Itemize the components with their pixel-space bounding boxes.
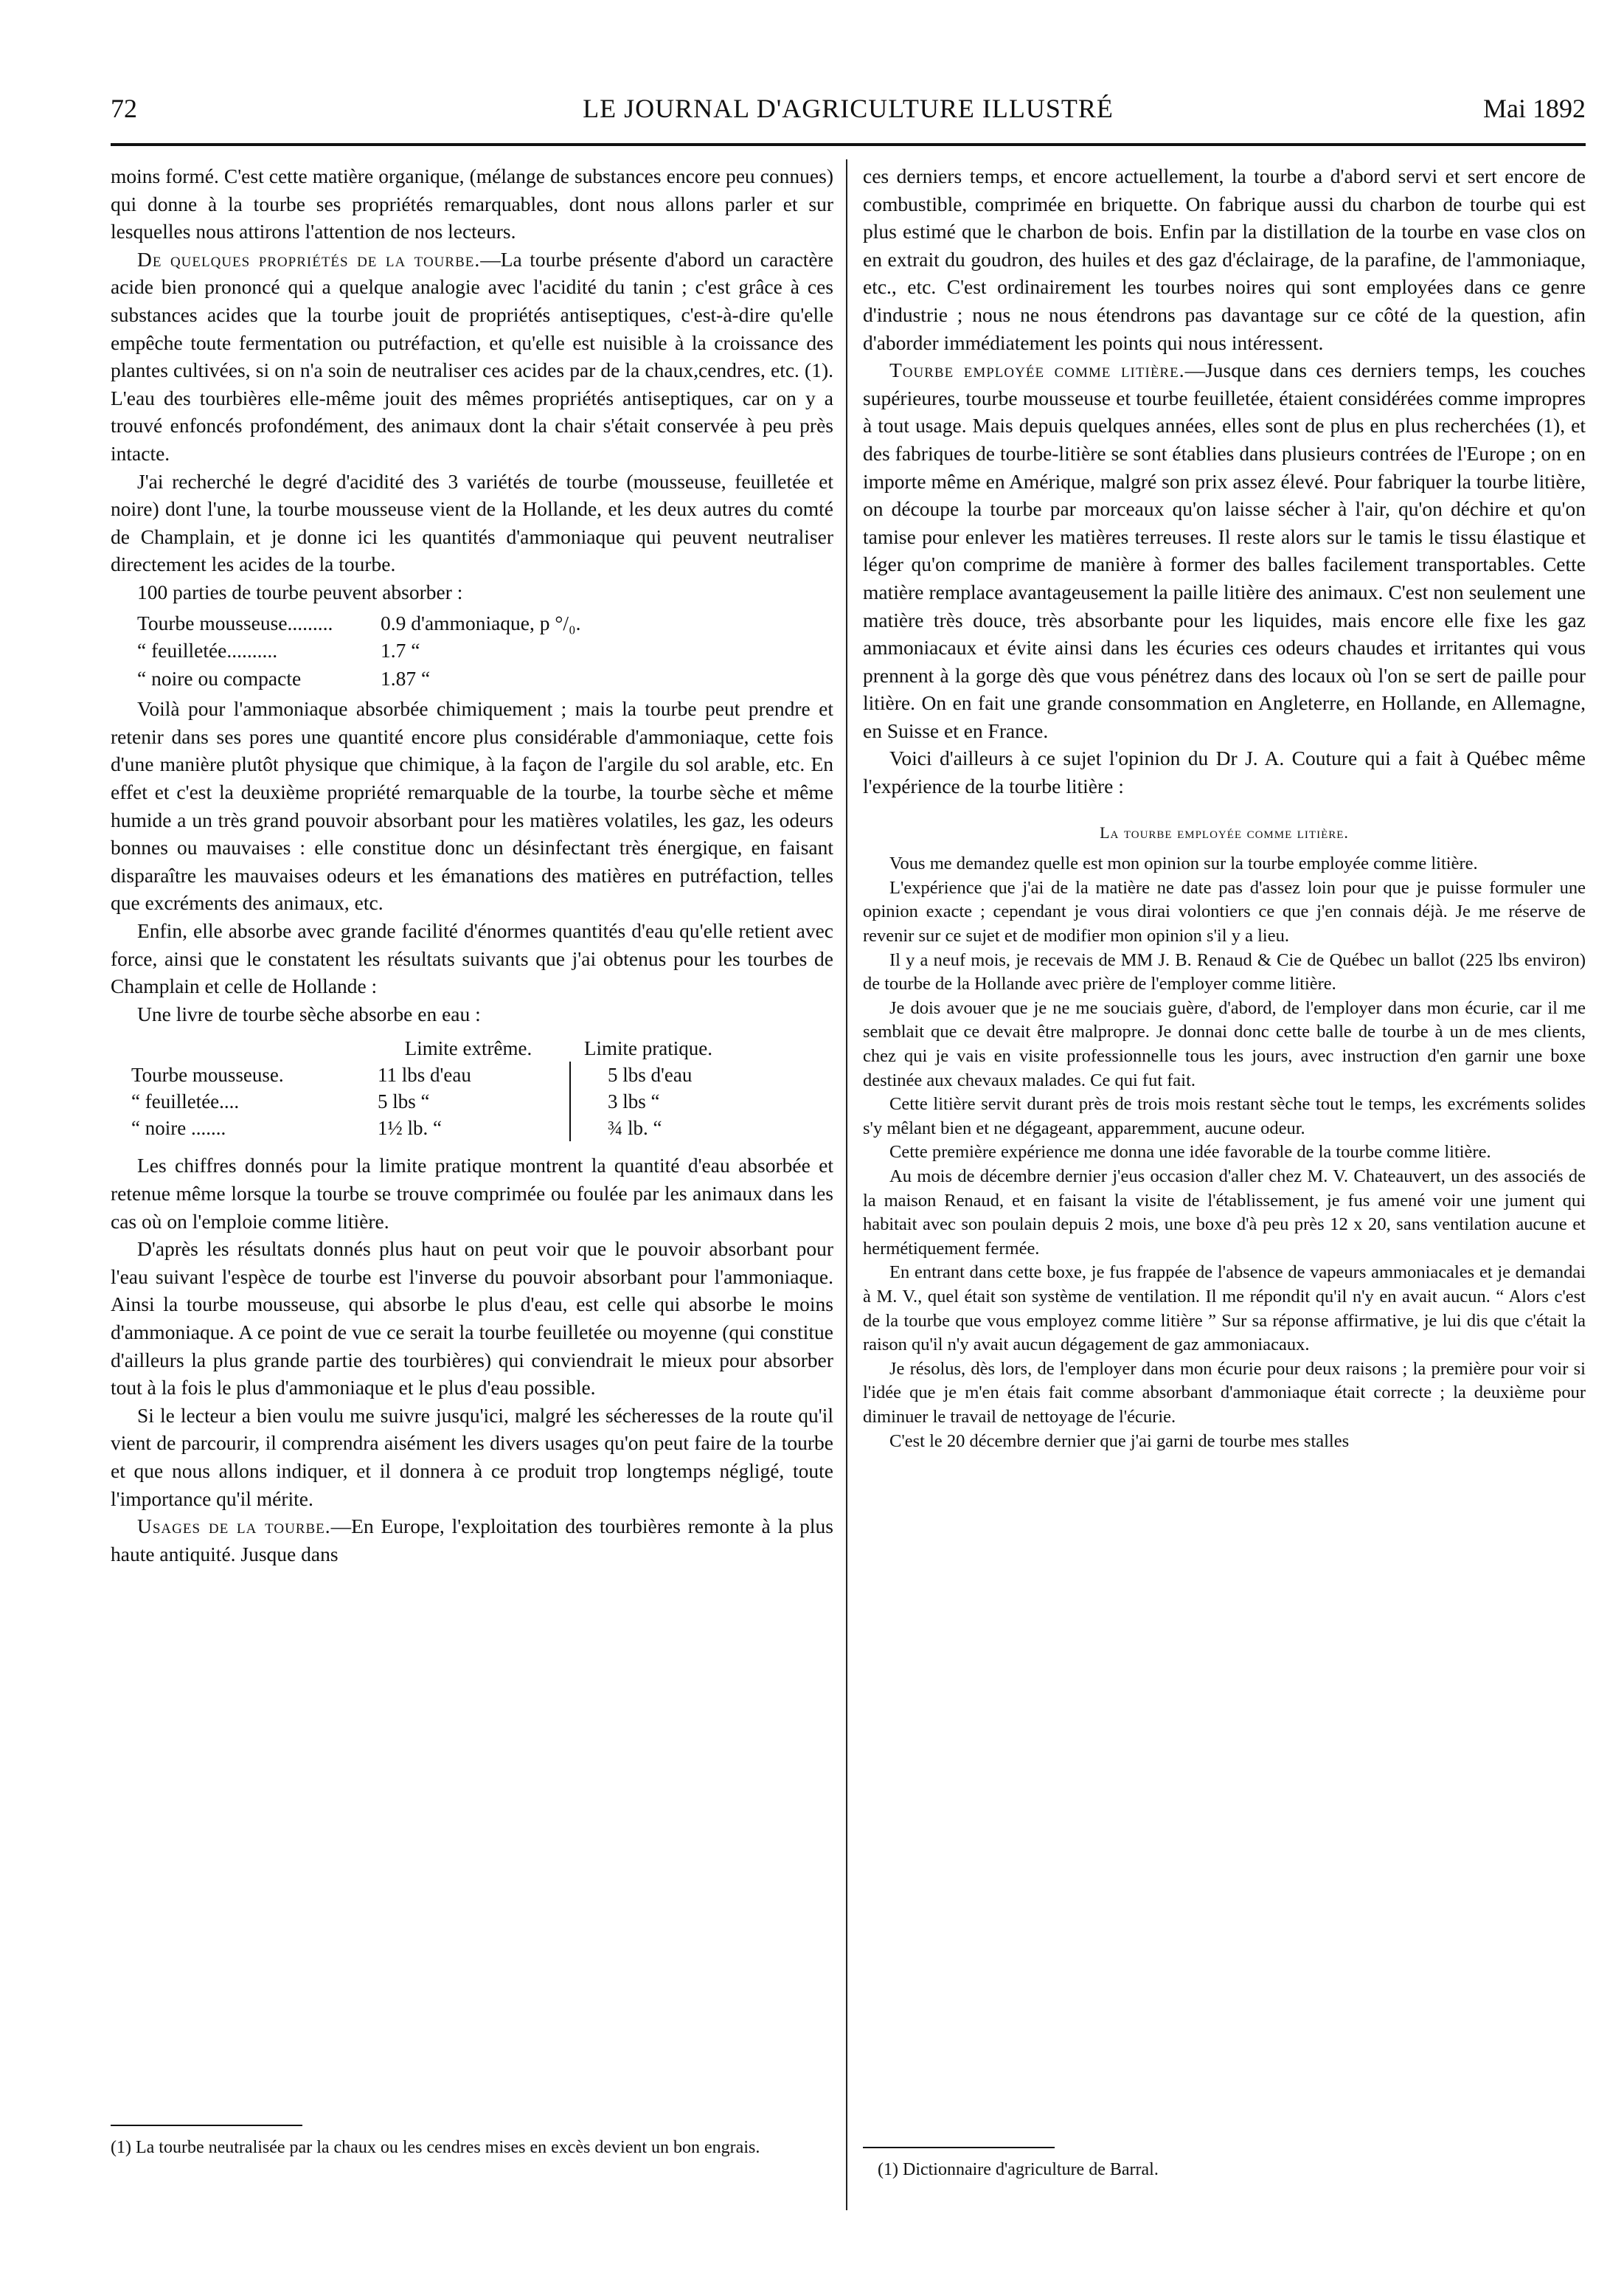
table-cell-kind: “ noire ou compacte: [137, 666, 302, 690]
table-row: [111, 665, 833, 693]
paragraph: C'est le 20 décembre dernier que j'ai garni de tourbe mes stalles: [889, 1430, 1350, 1451]
paragraph: Les chiffres donnés pour la limite pratique montrent la quantité d'eau absorbée et retenue même lorsque la tourbe se trouve comprimée ou foulée par les animaux dans les cas où on l'emploie comme litière.: [111, 1154, 833, 1233]
paragraph: D'après les résultats donnés plus haut on peut voir que le pouvoir absorbant pour l'eau suivant l'espèce de tourbe est l'inverse du pouvoir absorbant pour l'ammoniaque. Ainsi la tourbe mousseuse, qui absorbe le plus d'eau, est celle qui absorbe le moins d'ammoniaque. A ce point de vue ce serait la tourbe feuilletée ou moyenne (qui constitue d'ailleurs la plus grande partie des tourbières) qui conviendrait le mieux pour absorber tout à la fois le plus d'ammoniaque et le plus d'eau possible.: [111, 1237, 833, 1399]
table-row: [111, 609, 833, 637]
page-number: 72: [111, 94, 137, 123]
paragraph: moins formé. C'est cette matière organique, (mélange de substances encore peu connues) qui donne à la tourbe ses propriétés remarquables, dont nous allons parler et sur lesquelles nous attirons l'attention de nos lecteurs.: [111, 165, 833, 243]
letter-body: [863, 852, 1586, 1453]
right-column: [863, 162, 1586, 1453]
water-absorption-table: [111, 1035, 833, 1141]
paragraph: Enfin, elle absorbe avec grande facilité d'énormes quantités d'eau qu'elle retient avec force, ainsi que le constatent les résultats suivants que j'ai obtenus pour les tourbes de Champlain et celle de Hollande :: [111, 919, 833, 998]
paragraph: Voilà pour l'ammoniaque absorbée chimiquement ; mais la tourbe peut prendre et retenir dans ses pores une quantité encore plus considérable d'ammoniaque, cette fois d'une manière plutôt physique que chimique, à la façon de l'argile du sol arable, etc. En effet et c'est la deuxième propriété remarquable de la tourbe, la tourbe sèche et même humide a un très grand pouvoir absorbant pour les matières volatiles, les gaz, les odeurs bonnes ou mauvaises : elle constitue donc un désinfectant très énergique, en faisant disparaître les mauvaises odeurs et les émanations des matières en putréfaction, telles que excréments des animaux, etc.: [111, 697, 833, 915]
journal-title: LE JOURNAL D'AGRICULTURE ILLUSTRÉ: [583, 94, 1114, 123]
left-column: [111, 162, 833, 1568]
paragraph: J'ai recherché le degré d'acidité des 3 variétés de tourbe (mousseuse, feuilletée et noire) dont l'une, la tourbe mousseuse vient de la Hollande, et les deux autres du comté de Champlain, et je donne ici les quantités d'ammoniaque qui peuvent neutraliser directement les acides de la tourbe.: [111, 469, 833, 576]
ammonia-table: [111, 609, 833, 693]
table-row: [111, 1115, 833, 1141]
paragraph: Cette première expérience me donna une idée favorable de la tourbe comme litière.: [889, 1142, 1491, 1163]
table-cell-value: 1.7 “: [381, 639, 420, 662]
paragraph: L'expérience que j'ai de la matière ne date pas d'assez loin pour que je puisse formuler une opinion exacte ; cependant je vous dirai volontiers ce que j'en connais déjà. Je me réserve de revenir sur ce sujet et de modifier mon opinion s'il y a lieu.: [863, 877, 1586, 947]
table-row: [111, 1088, 833, 1115]
table-row: [111, 637, 833, 665]
paragraph: Je dois avouer que je ne me souciais guère, d'abord, de l'employer dans mon écurie, car il me semblait que ce devait être malpropre. Je donnai donc cette balle de tourbe à un de mes clients, chez qui je vais en visite professionnelle tous les jours, avec instruction d'en garnir une boxe destinée aux chevaux malades. Ce qui fut fait.: [863, 997, 1586, 1090]
table-cell-value: 1.87 “: [381, 666, 431, 690]
section-text: —La tourbe présente d'abord un caractère acide bien prononcé qui a quelque analogie avec l'acidité du tanin ; c'est grâce à ces substances acides que la tourbe jouit de propriétés antiseptiques, c'est-à-dire qu'elle empêche toute fermentation ou putréfaction, et qu'elle est nuisible à la croissance des plantes cultivées, si on n'a soin de neutraliser ces acides par de la chaux,cendres, etc. (1). L'eau des tourbières elle-même jouit des mêmes propriétés antiseptiques, car on y a trouvé enfoncés profondément, des animaux dont la chair s'était conservée à peu près intacte.: [111, 247, 833, 465]
section-text: —En Europe, l'exploitation des tourbières remonte à la plus haute antiquité. Jusque dans: [111, 1515, 834, 1565]
footnote-rule: [111, 2125, 302, 2126]
table-row: [111, 1062, 833, 1088]
table-cell-pratique: 3 lbs “: [608, 1090, 660, 1113]
page-header: [111, 89, 1586, 133]
header-rule: [111, 143, 1586, 146]
paragraph: Je résolus, dès lors, de l'employer dans mon écurie pour deux raisons ; la première pour voir si l'idée que je m'en étais fait comme absorbant d'ammoniaque était correcte ; la deuxième pour diminuer le travail de nettoyage de l'écurie.: [863, 1358, 1586, 1427]
footnote-rule: [863, 2147, 1055, 2148]
footnote-left: (1) La tourbe neutralisée par la chaux ou les cendres mises en excès devient un bon engrais.: [111, 2138, 760, 2157]
table-cell-pratique: ¾ lb. “: [608, 1117, 662, 1140]
table-cell-kind: Tourbe mousseuse.........: [137, 611, 333, 634]
paragraph: Si le lecteur a bien voulu me suivre jusqu'ici, malgré les sécheresses de la route qu'il vient de parcourir, il comprendra aisément les divers usages qu'on peut faire de la tourbe et que nous allons indiquer, et il donnera à ce produit trop longtemps négligé, toute l'importance qu'il mérite.: [111, 1403, 833, 1510]
table-cell-value: 0.9 d'ammoniaque, p °/₀.: [381, 611, 581, 634]
newspaper-page: [111, 89, 1586, 2257]
paragraph: ces derniers temps, et encore actuellement, la tourbe a d'abord servi et sert encore de combustible, comprimée en briquette. On fabrique aussi du charbon de tourbe qui est plus estimé que le charbon de bois. Enfin par la distillation de la tourbe en vase clos on en extrait du goudron, des huiles et des gaz d'éclairage, de la parafine, de l'ammoniaque, etc., etc. C'est ordinairement les tourbes noires qui sont employées dans ce genre d'industrie ; nous ne nous étendrons pas davantage sur ce côté de la question, afin d'aborder immédiatement les points qui nous intéressent.: [863, 165, 1586, 354]
table-header-row: [111, 1035, 833, 1062]
letter-subheading: La tourbe employée comme litière.: [1100, 823, 1349, 842]
table-cell-label: “ feuilletée....: [131, 1090, 240, 1113]
table-cell-pratique: 5 lbs d'eau: [608, 1064, 693, 1087]
table-cell-kind: “ feuilletée..........: [137, 639, 278, 662]
table-cell-label: Tourbe mousseuse.: [131, 1064, 284, 1087]
section-paragraph: [111, 246, 833, 468]
column-header-pratique: Limite pratique.: [584, 1037, 712, 1060]
section-heading: Usages de la tourbe.: [137, 1515, 331, 1538]
table-cell-extreme: 1½ lb. “: [367, 1115, 571, 1141]
table-cell-extreme: 5 lbs “: [367, 1088, 571, 1115]
section-text: —Jusque dans ces derniers temps, les couches supérieures, tourbe mousseuse et tourbe feuilletée, étaient considérées comme impropres à tout usage. Mais depuis quelques années, elles sont de plus en plus recherchées (1), et des fabriques de tourbe-litière se sont établies dans plusieurs contrées de l'Europe ; on en importe même en Amérique, malgré son prix assez élevé. Pour fabriquer la tourbe litière, on découpe la tourbe par morceaux qu'on laisse sécher à l'air, qu'on déchire et qu'on tamise pour enlever les matières terreuses. Il reste alors sur le tamis le tissu élastique et léger qu'on comprime de manière à former des balles facilement transportables. Cette matière remplace avantageusement la paille litière des animaux. C'est non seulement une matière très douce, très absorbante pour les liquides, mais encore elle fixe les gaz ammoniacaux et évite ainsi dans les écuries ces odeurs chaudes et irritantes qui vous prennent à la gorge dès que vous pénétrez dans des locaux où l'on se sert de paille pour litière. On en fait une grande consommation en Angleterre, en Hollande, en Allemagne, en Suisse et en France.: [863, 359, 1586, 742]
section-heading: Tourbe employée comme litière.: [889, 359, 1185, 382]
footnote-right: (1) Dictionnaire d'agriculture de Barral.: [878, 2160, 1159, 2179]
column-header-extreme: Limite extrême.: [404, 1037, 532, 1060]
table-cell-extreme: 11 lbs d'eau: [367, 1062, 571, 1088]
table-cell-label: “ noire .......: [131, 1117, 226, 1140]
paragraph: Une livre de tourbe sèche absorbe en eau :: [137, 1002, 481, 1025]
paragraph: 100 parties de tourbe peuvent absorber :: [137, 580, 463, 603]
column-divider: [846, 159, 847, 2210]
section-paragraph: [863, 356, 1586, 744]
paragraph: Voici d'ailleurs à ce sujet l'opinion du Dr J. A. Couture qui a fait à Québec même l'expérience de la tourbe litière :: [863, 747, 1586, 798]
paragraph: En entrant dans cette boxe, je fus frappée de l'absence de vapeurs ammoniacales et je demandai à M. V., quel était son système de ventilation. Il me répondit qu'il n'y en avait aucun. “ Alors c'est de la tourbe que vous employez comme litière ” Sur sa réponse affirmative, je lui dis que c'était la raison qu'il n'y avait aucun dégagement de gaz ammoniacaux.: [863, 1262, 1586, 1355]
paragraph: Vous me demandez quelle est mon opinion sur la tourbe employée comme litière.: [889, 854, 1478, 874]
section-paragraph: [111, 1512, 833, 1568]
issue-date: Mai 1892: [1483, 94, 1586, 123]
paragraph: Il y a neuf mois, je recevais de MM J. B. Renaud & Cie de Québec un ballot (225 lbs environ) de tourbe de la Hollande avec prière de l'employer comme litière.: [863, 949, 1586, 994]
paragraph: Au mois de décembre dernier j'eus occasion d'aller chez M. V. Chateauvert, un des associés de la maison Renaud, et en faisant la visite de l'établissement, je fus amené voir une jument qui habitait avec son poulain depuis 2 mois, une boxe d'à peu près 12 x 20, sans ventilation aucune et hermétiquement fermée.: [863, 1166, 1586, 1259]
section-heading: De quelques propriétés de la tourbe.: [137, 247, 481, 271]
paragraph: Cette litière servit durant près de trois mois restant sèche tout le temps, les excréments solides s'y mêlant bien et ne dégageant, apparemment, aucune odeur.: [863, 1094, 1586, 1138]
